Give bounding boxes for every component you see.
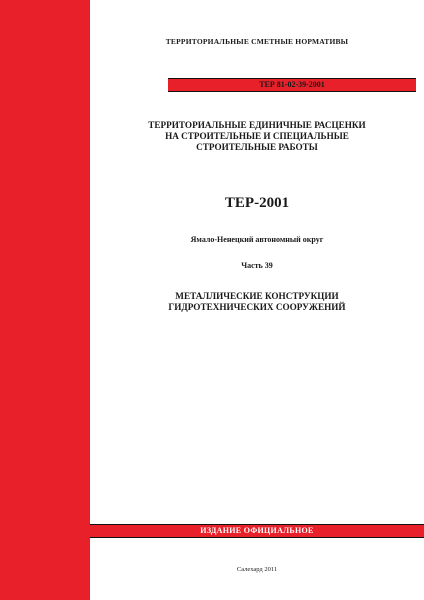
- city-year: Салехард 2011: [236, 566, 278, 573]
- part-number: Часть 39: [241, 261, 273, 270]
- short-code: ТЕР-2001: [224, 195, 290, 211]
- section-title: [90, 291, 424, 313]
- region-name: Ямало-Ненецкий автономный округ: [190, 235, 324, 244]
- main-title-line: СТРОИТЕЛЬНЫЕ РАБОТЫ: [196, 142, 318, 152]
- main-title-line: ТЕРРИТОРИАЛЬНЫЕ ЕДИНИЧНЫЕ РАСЦЕНКИ: [148, 120, 366, 130]
- document-code: ТЕР 81-02-39-2001: [259, 80, 325, 89]
- edition-bar: [90, 524, 424, 538]
- main-title-line: НА СТРОИТЕЛЬНЫЕ И СПЕЦИАЛЬНЫЕ: [165, 131, 349, 141]
- main-title: [90, 120, 424, 153]
- edition-label: ИЗДАНИЕ ОФИЦИАЛЬНОЕ: [200, 526, 314, 535]
- section-title-line: МЕТАЛЛИЧЕСКИЕ КОНСТРУКЦИИ: [175, 291, 339, 301]
- document-code-bar: [168, 78, 416, 92]
- red-side-stripe: [0, 0, 90, 600]
- cover-content: [90, 0, 424, 600]
- series-title: ТЕРРИТОРИАЛЬНЫЕ СМЕТНЫЕ НОРМАТИВЫ: [165, 37, 349, 46]
- section-title-line: ГИДРОТЕХНИЧЕСКИХ СООРУЖЕНИЙ: [168, 302, 346, 312]
